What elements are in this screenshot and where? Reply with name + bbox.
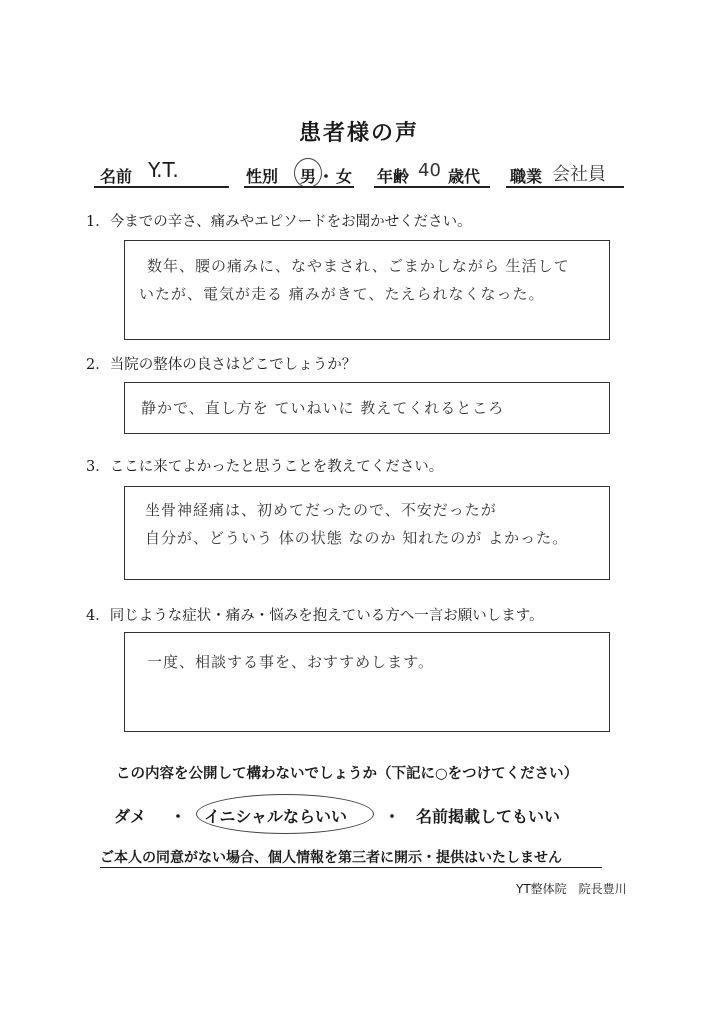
name-underline [94, 186, 229, 188]
age-value: 40 [418, 160, 441, 181]
name-value: Y.T. [148, 158, 179, 182]
consent-separator-2: ・ [384, 807, 401, 826]
answer-2-line-1: 静かで、直し方を ていねいに 教えてくれるところ [141, 399, 505, 417]
answer-3-line-2: 自分が、どういう 体の状態 なのか 知れたのが よかった。 [145, 529, 569, 547]
question-4: 4．同じような症状・痛み・悩みを抱えている方へ一言お願いします。 [86, 608, 544, 624]
job-label: 職業 [510, 167, 543, 186]
privacy-note: ご本人の同意がない場合、個人情報を第三者に開示・提供はいたしません [100, 850, 562, 866]
gender-underline [244, 186, 354, 188]
consent-option-initial: イニシャルならいい [204, 807, 348, 826]
consent-option-no: ダメ [114, 807, 147, 826]
answer-box-4 [124, 632, 610, 732]
answer-4-line-1: 一度、相談する事を、おすすめします。 [147, 653, 434, 671]
age-suffix: 歳代 [448, 167, 481, 186]
job-underline [506, 186, 624, 188]
answer-1-line-2: いたが、電気が走る 痛みがきて、たえられなくなった。 [139, 285, 545, 303]
answer-box-3 [124, 486, 610, 580]
privacy-note-underline [100, 867, 602, 868]
consent-circle-mark [196, 794, 374, 834]
name-label: 名前 [100, 167, 133, 186]
consent-option-name: 名前掲載してもいい [416, 807, 561, 826]
age-underline [374, 186, 490, 188]
consent-separator-1: ・ [170, 807, 187, 826]
question-2: 2．当院の整体の良さはどこでしょうか？ [86, 357, 357, 373]
answer-1-line-1: 数年、腰の痛みに、なやまされ、ごまかしながら 生活して [147, 257, 570, 275]
answer-3-line-1: 坐骨神経痛は、初めてだったので、不安だったが [145, 501, 497, 519]
gender-male: 男 [300, 167, 317, 186]
answer-box-1 [124, 240, 610, 340]
gender-label: 性別 [246, 167, 279, 186]
age-label: 年齢 [377, 167, 410, 186]
question-1: 1．今までの辛さ、痛みやエピソードをお聞かせください。 [86, 214, 472, 230]
page-title: 患者様の声 [298, 120, 419, 146]
job-value: 会社員 [552, 164, 606, 185]
gender-separator: ・ [318, 167, 335, 186]
consent-prompt: この内容を公開して構わないでしょうか（下記に○をつけてください） [116, 765, 579, 782]
clinic-signature: YT整体院 院長豊川 [516, 882, 627, 896]
question-3: 3．ここに来てよかったと思うことを教えてください。 [86, 459, 444, 475]
gender-female: 女 [336, 167, 353, 186]
answer-box-2 [124, 382, 610, 434]
